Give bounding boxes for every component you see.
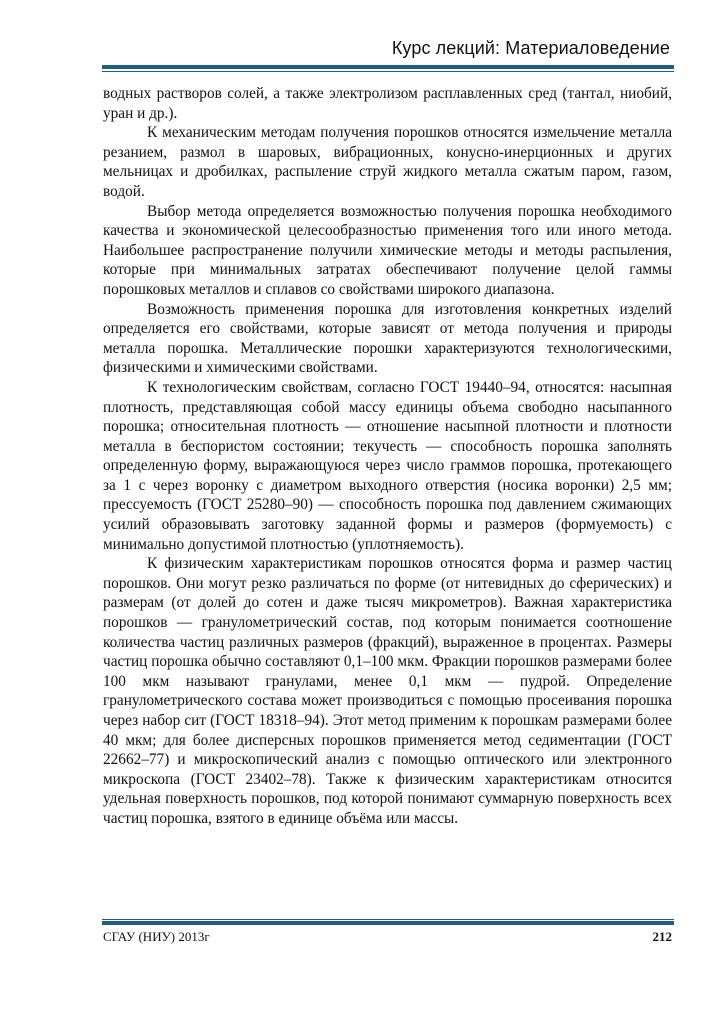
paragraph-powder-properties: Возможность применения порошка для изготовления конкретных изделий определяется его свойствами, которые зависят от метода получения и природы металла порошка. Металлические порошки характеризуются технологическими, физическими и химическими свойствами. xyxy=(103,300,672,377)
header-rule-thick xyxy=(102,65,674,69)
page-number: 212 xyxy=(652,929,672,944)
paragraph-mechanical-methods: К механическим методам получения порошков относятся измельчение металла резанием, размол в шаровых, вибрационных, конусно-инерционных и других мельницах и дробилках, распыление струй жидкого металла сжатым паром, газом, водой. xyxy=(103,124,672,200)
footer-institution: СГАУ (НИУ) 2013г xyxy=(103,929,210,944)
page-body xyxy=(103,84,672,829)
header-rule-thin xyxy=(102,71,674,72)
paragraph-technological-properties: К технологическим свойствам, согласно ГОСТ 19440–94, относятся: насыпная плотность, представляющая собой массу единицы объема свободно насыпанного порошка; относительная плотность — отношение насыпной плотности и плотности металла в беспористом состоянии; текучесть — способность порошка заполнять определенную форму, выражающуюся через число граммов порошка, протекающего за 1 с через воронку с диаметром выходного отверстия (носика воронки) 2,5 мм; прессуемость (ГОСТ 25280–90) — способность порошка под давлением сжимающих усилий образовывать заготовку заданной формы и размеров (формуемость) с минимально допустимой плотностью (уплотняемость). xyxy=(103,378,672,553)
paragraph-method-choice: Выбор метода определяется возможностью получения порошка необходимого качества и экономической целесообразностью применения того или иного метода. Наибольшее распространение получили химические методы и методы распыления, которые при минимальных затратах обеспечивают получение целой гаммы порошковых металлов и сплавов со свойствами широкого диапазона. xyxy=(103,202,672,298)
page-header-title: Курс лекций: Материаловедение xyxy=(391,38,670,58)
footer-rule-thin xyxy=(102,919,674,920)
paragraph-continuation: водных растворов солей, а также электролизом расплавленных сред (тантал, ниобий, уран и др.). xyxy=(103,85,672,122)
paragraph-physical-characteristics: К физическим характеристикам порошков относятся форма и размер частиц порошков. Они могут резко различаться по форме (от нитевидных до сферических) и размерам (от долей до сотен и даже тысяч микрометров). Важная характеристика порошков — гранулометрический состав, под которым понимается соотношение количества частиц различных размеров (фракций), выраженное в процентах. Размеры частиц порошка обычно составляют 0,1–100 мкм. Фракции порошков размерами более 100 мкм называют гранулами, менее 0,1 мкм — пудрой. Определение гранулометрического состава может производиться с помощью просеивания порошка через набор сит (ГОСТ 18318–94). Этот метод применим к порошкам размерами более 40 мкм; для более дисперсных порошков применяется метод седиментации (ГОСТ 22662–77) и микроскопический анализ с помощью оптического или электронного микроскопа (ГОСТ 23402–78). Также к физическим характеристикам относится удельная поверхность порошков, под которой понимают суммарную поверхность всех частиц порошка, взятого в единице объёма или массы. xyxy=(103,555,672,827)
footer-rule-thick xyxy=(102,921,674,925)
